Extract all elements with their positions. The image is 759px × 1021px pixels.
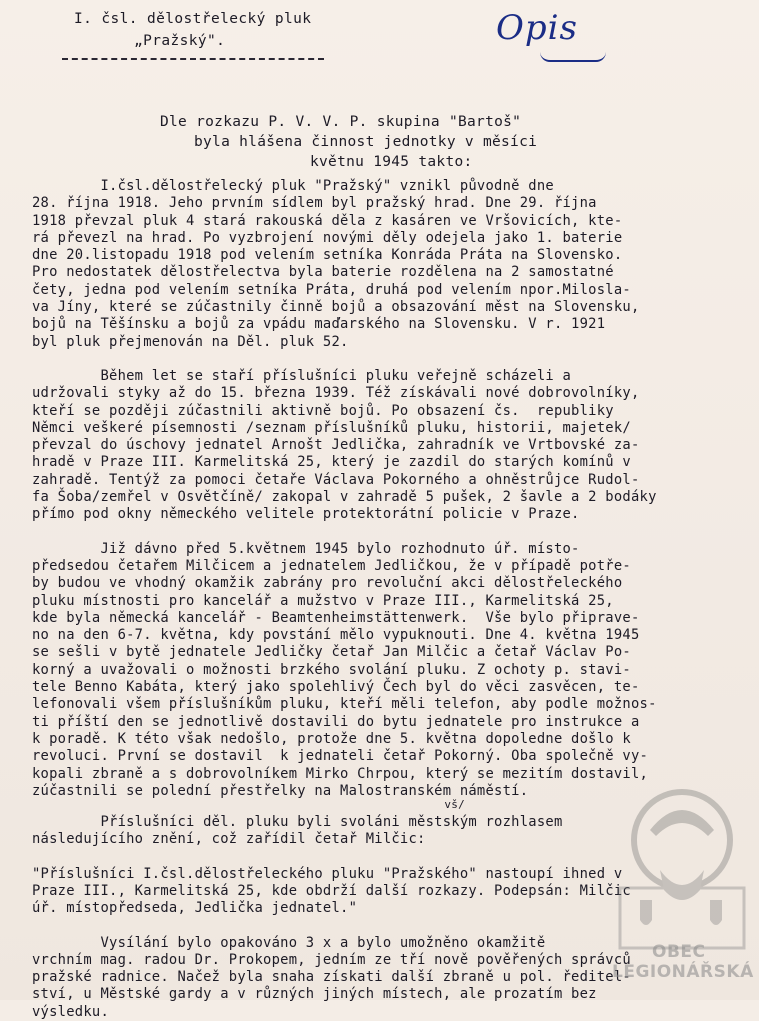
paragraph-gap (32, 351, 744, 368)
text-line: I.čsl.dělostřelecký pluk "Pražský" vznikl původně dne (32, 178, 554, 194)
text-line: va Jíny, které se zúčastnily činně bojů a obsazování měst na Slovensku, (32, 299, 640, 316)
text-line: čety, jedna pod velením setníka Práta, druhá pod velením npor.Milosla- (32, 281, 631, 298)
text-line: se sešli v bytě jednatele Jedličky četař Jan Milčic a četař Václav Po- (32, 644, 631, 661)
paragraph-history (32, 178, 744, 351)
text-line: revoluci. První se dostavil k jednateli četař Pokorný. Oba společně vy- (32, 748, 649, 765)
text-line: výsledku. (32, 1003, 110, 1020)
text-line: hradě v Praze III. Karmelitská 25, který je zazdil do starých komínů v (32, 454, 631, 471)
text-line: fa Šoba/zemřel v Osvětčíně/ zakopal v zahradě 5 pušek, 2 šavle a 2 bodáky (32, 489, 657, 506)
text-line: 1918 převzal pluk 4 stará rakouská děla z kasáren ve Vršovicích, kte- (32, 212, 623, 229)
text-line: kteří se později zúčastnili aktivně bojů. Po obsazení čs. republiky (32, 402, 614, 419)
text-line: ti příští den se jednotlivě dostavili do bytu jednatele pro instrukce a (32, 713, 640, 730)
text-line: Během let se staří příslušníci pluku veřejně scházeli a (32, 367, 572, 384)
watermark-line-2: LEGIONÁŘSKÁ (612, 962, 754, 982)
text-line: tele Benno Kabáta, který jako spolehlivý Čech byl do věci zasvěcen, te- (32, 679, 640, 696)
text-line: kopali zbraně a s dobrovolníkem Mirko Chrpou, který se mezitím dostavil, (32, 765, 649, 782)
text-line: ství, u Městské gardy a v různých jiných místech, ale prozatím bez (32, 986, 597, 1003)
text-line: následujícího znění, což zařídil četař Milčic: (32, 831, 426, 848)
paragraph-gap (32, 524, 744, 541)
title-line-3: květnu 1945 takto: (310, 154, 473, 170)
text-line: přímo pod okny německého velitele protektorátní policie v Praze. (32, 506, 580, 523)
text-line: vš/ (32, 798, 465, 812)
text-line: Němci veškeré písemnosti /seznam příslušníků pluku, historii, majetek/ (32, 419, 631, 436)
text-line: lefonovali všem příslušníkům pluku, kteří měli telefon, aby podle možnos- (32, 696, 657, 713)
header-rule (62, 58, 324, 60)
paragraph-occupation (32, 368, 744, 524)
unit-subname: „Pražský". (134, 33, 226, 49)
text-line: Příslušníci děl. pluku byli svoláni městským rozhlasem (32, 814, 563, 831)
text-line: pražské radnice. Načež byla snaha získati další zbraně u pol. ředitel- (32, 969, 631, 986)
text-line: korný a uvažovali o možnosti brzkého svolání pluku. Z ochoty p. stavi- (32, 661, 631, 678)
text-line: převzal do úschovy jednatel Arnošt Jedlička, zahradník ve Vrtbovské za- (32, 437, 640, 454)
text-line: Již dávno před 5.květnem 1945 bylo rozhodnuto úř. místo- (32, 540, 580, 557)
text-line: pluku místnosti pro kancelář a mužstvo v Praze III., Karmelitská 25, (32, 592, 614, 609)
text-line: by budou ve vhodný okamžik zabrány pro revoluční akci dělostřeleckého (32, 575, 623, 592)
unit-name: I. čsl. dělostřelecký pluk (74, 11, 312, 27)
text-line: 28. října 1918. Jeho prvním sídlem byl pražský hrad. Dne 29. října (32, 195, 597, 212)
title-line-2: byla hlášena činnost jednotky v měsíci (194, 134, 538, 150)
text-line: udržovali styky až do 15. března 1939. Též získávali nové dobrovolníky, (32, 385, 640, 402)
title-line-1: Dle rozkazu P. V. V. P. skupina "Bartoš" (160, 114, 522, 130)
unit-header (74, 8, 311, 52)
text-line: Pro nedostatek dělostřelectva byla baterie rozdělena na 2 samostatné (32, 264, 614, 281)
watermark-label (612, 942, 754, 982)
text-line: kde byla německá kancelář - Beamtenheimstättenwerk. Vše bylo připrave- (32, 609, 640, 626)
watermark-line-1: OBEC (652, 942, 706, 962)
text-line: Praze III., Karmelitská 25, kde obdrží další rozkazy. Podepsán: Milčic (32, 882, 631, 899)
report-title (160, 112, 680, 172)
text-line: rá převezl na hrad. Po vyzbrojení novými děly odejela jako 1. baterie (32, 229, 623, 246)
text-line: úř. místopředseda, Jedlička jednatel." (32, 900, 358, 917)
handwritten-note: Opis (496, 8, 578, 48)
text-line: zúčastnili se polední přestřelky na Malostranském náměstí. (32, 782, 529, 799)
text-line: dne 20.listopadu 1918 pod velením setníka Konráda Práta na Slovensko. (32, 247, 623, 264)
text-line: předsedou četařem Milčicem a jednatelem Jedličkou, že v případě potře- (32, 557, 631, 574)
text-line: zahradě. Tentýž za pomoci četaře Václava Pokorného a ohněstrůjce Rudol- (32, 471, 640, 488)
text-line: k poradě. K této však nedošlo, protože dne 5. května dopoledne došlo k (32, 730, 631, 747)
text-line: Vysílání bylo opakováno 3 x a bylo umožněno okamžitě (32, 934, 546, 951)
text-line: vrchním mag. radou Dr. Prokopem, jedním ze tří nově pověřených správců (32, 951, 631, 968)
text-line: byl pluk přejmenován na Děl. pluk 52. (32, 333, 349, 350)
text-line: bojů na Těšínsku a bojů za vpádu maďarského na Slovensku. V r. 1921 (32, 316, 606, 333)
text-line: no na den 6-7. května, kdy povstání mělo vypuknouti. Dne 4. května 1945 (32, 627, 640, 644)
text-line: "Příslušníci I.čsl.dělostřeleckého pluku "Pražského" nastoupí ihned v (32, 865, 623, 882)
handwritten-underline (540, 52, 606, 62)
